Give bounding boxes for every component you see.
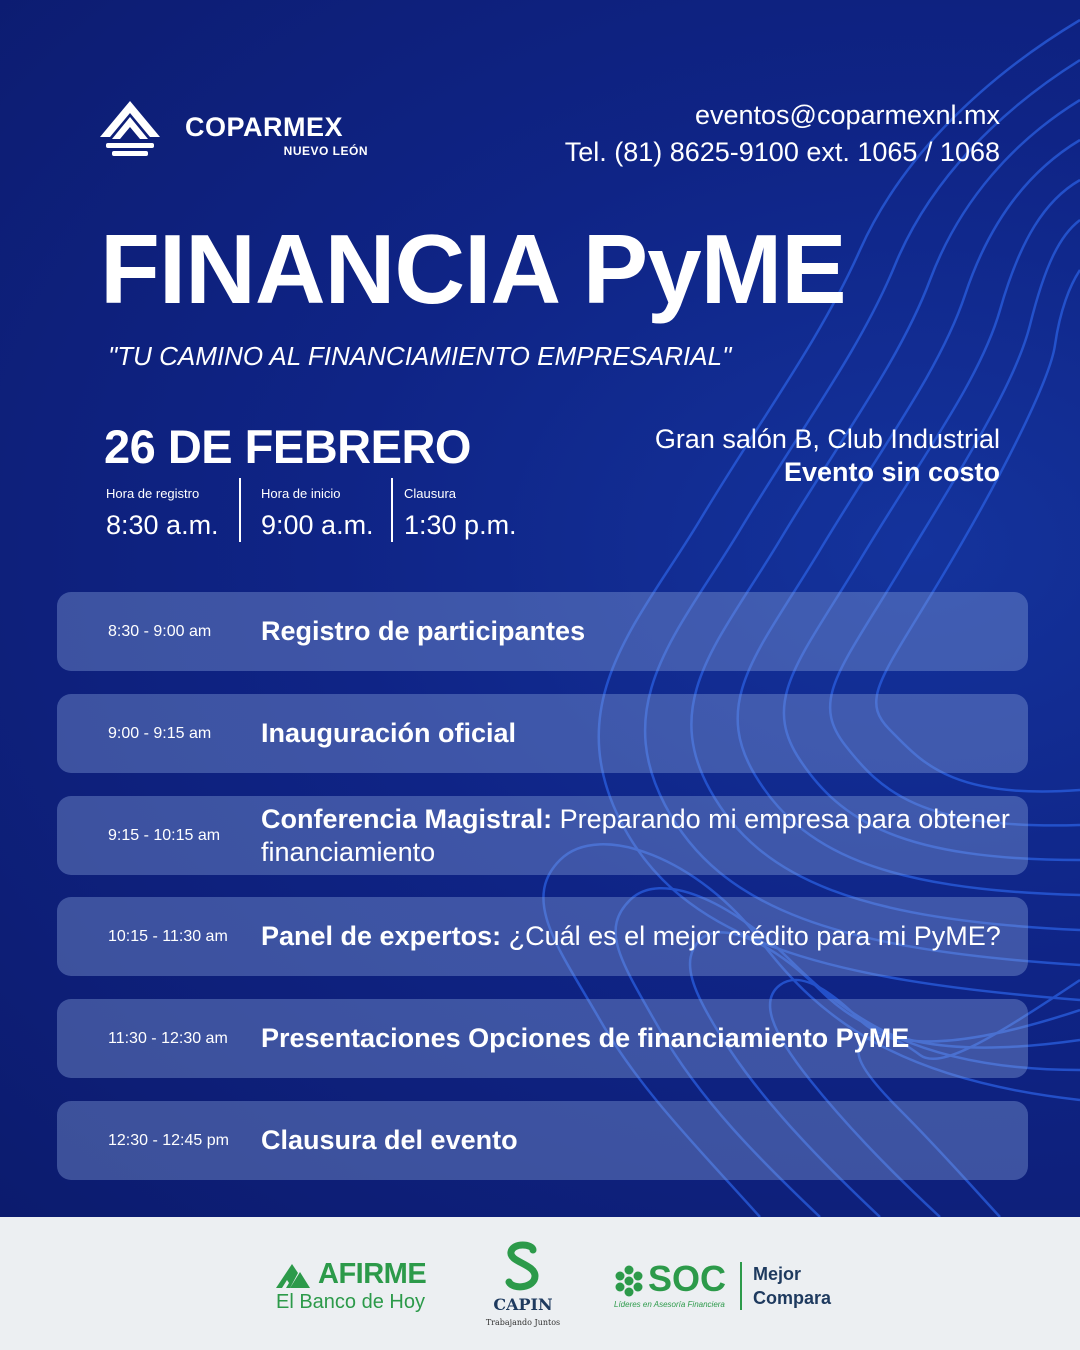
afirme-mountain-icon [276, 1260, 316, 1290]
agenda-time: 11:30 - 12:30 am [108, 1029, 228, 1047]
coparmex-logo [98, 99, 368, 161]
agenda-description [261, 897, 1021, 976]
agenda-title: Conferencia Magistral: [261, 803, 553, 834]
time-label: Hora de registro [106, 486, 200, 501]
mejor-compara-line1: Mejor [753, 1264, 802, 1284]
venue-name: Gran salón B, Club Industrial [654, 424, 1000, 454]
agenda-time: 12:30 - 12:45 pm [108, 1131, 229, 1149]
agenda-title: Inauguración oficial [261, 718, 517, 748]
time-value: 9:00 a.m. [261, 510, 374, 540]
agenda-item [57, 796, 1028, 875]
event-tagline: "TU CAMINO AL FINANCIAMIENTO EMPRESARIAL" [108, 341, 732, 371]
agenda-item [57, 999, 1028, 1078]
brand-name: COPARMEX [185, 112, 344, 142]
soc-tagline: Líderes en Asesoría Financiera [614, 1300, 725, 1309]
agenda-description [261, 1101, 1021, 1180]
soc-name: SOC [648, 1258, 727, 1299]
contact-phone[interactable]: Tel. (81) 8625-9100 ext. 1065 / 1068 [564, 137, 1000, 167]
agenda-item [57, 897, 1028, 976]
soc-logo [612, 1258, 862, 1312]
agenda-item [57, 694, 1028, 773]
agenda-description [261, 999, 1021, 1078]
event-cost: Evento sin costo [783, 457, 1000, 487]
soc-dots-icon [612, 1264, 646, 1298]
brand-subtitle: NUEVO LEÓN [283, 144, 368, 158]
time-start [239, 478, 391, 542]
mejor-compara-logo [753, 1262, 831, 1310]
agenda-time: 9:15 - 10:15 am [108, 826, 221, 844]
agenda-item [57, 1101, 1028, 1180]
capin-s-icon [501, 1240, 545, 1294]
agenda-time: 8:30 - 9:00 am [108, 622, 212, 640]
agenda-description [261, 694, 1021, 773]
agenda-title: Registro de participantes [261, 616, 586, 646]
capin-logo [484, 1240, 564, 1335]
agenda-detail: ¿Cuál es el mejor crédito para mi PyME? [501, 921, 1001, 951]
time-value: 1:30 p.m. [404, 510, 517, 540]
time-value: 8:30 a.m. [106, 510, 219, 540]
agenda-title: Panel de expertos: [261, 921, 502, 951]
capin-name: CAPIN [493, 1295, 553, 1314]
coparmex-emblem-icon [98, 99, 162, 159]
time-closing [391, 478, 524, 542]
mejor-compara-line2: Compara [753, 1288, 832, 1308]
capin-tagline: Trabajando Juntos [485, 1318, 561, 1327]
agenda-title: Presentaciones Opciones de financiamiento PyME [261, 1023, 910, 1053]
agenda-description [261, 592, 1021, 671]
afirme-tagline: El Banco de Hoy [276, 1291, 425, 1313]
time-label: Clausura [404, 486, 457, 501]
schedule-times [106, 478, 524, 542]
time-registration [106, 478, 239, 542]
contact-email[interactable]: eventos@coparmexnl.mx [694, 100, 1000, 130]
event-title: FINANCIA PyME [100, 214, 846, 324]
soc-divider [740, 1262, 742, 1310]
contact-info [565, 97, 1000, 171]
time-label: Hora de inicio [261, 486, 341, 501]
agenda-time: 10:15 - 11:30 am [108, 927, 228, 945]
event-date: 26 DE FEBRERO [104, 420, 471, 473]
afirme-logo [276, 1258, 446, 1318]
afirme-name: AFIRME [318, 1258, 427, 1290]
agenda-item [57, 592, 1028, 671]
agenda-detail: Preparando mi empresa para obtener financiamiento [261, 803, 1010, 867]
event-venue [655, 422, 1000, 488]
agenda-description [261, 796, 1021, 875]
agenda-time: 9:00 - 9:15 am [108, 724, 212, 742]
agenda-title: Clausura del evento [261, 1125, 518, 1155]
